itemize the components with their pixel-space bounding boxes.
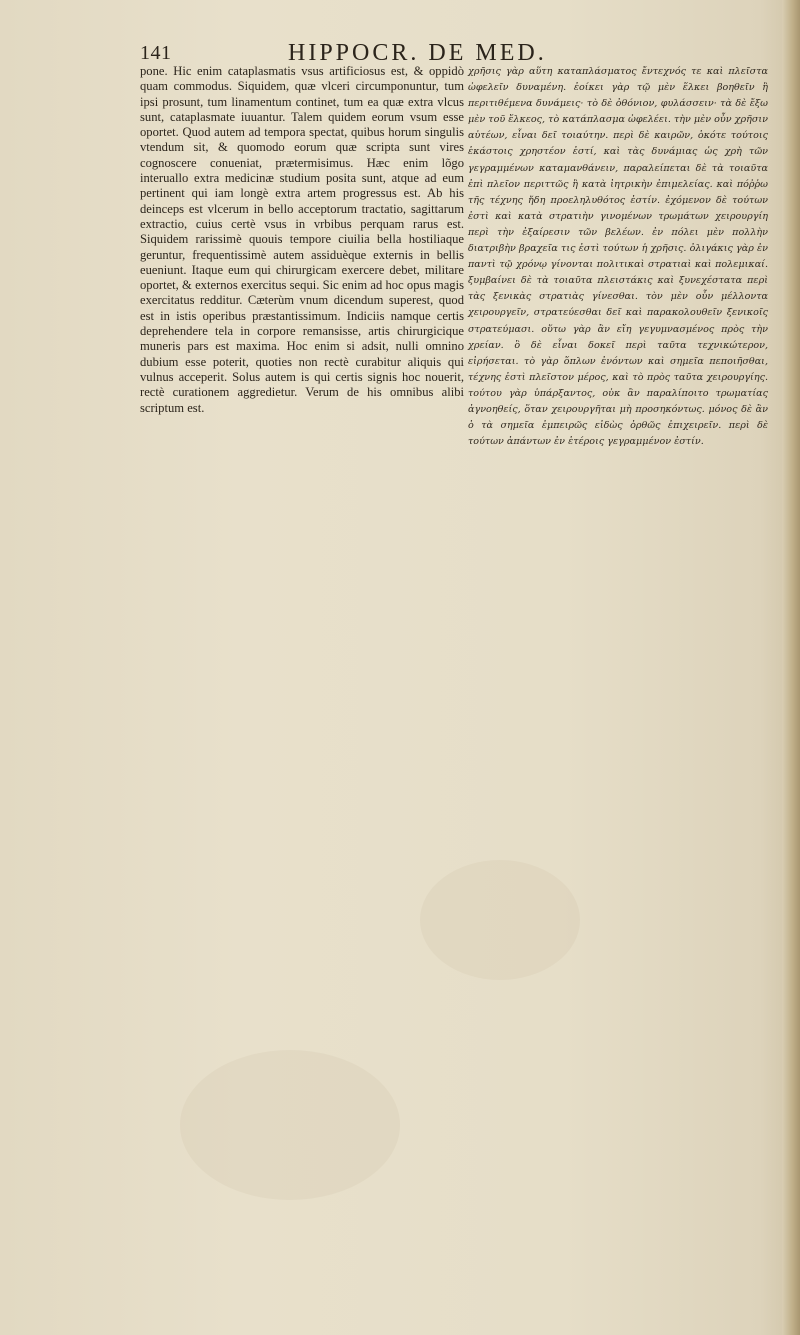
latin-column [140,64,464,416]
page-header [140,40,570,66]
paper-stain [180,1050,400,1200]
paper-stain [420,860,580,980]
greek-text: χρῆσις γὰρ αὕτη καταπλάσματος ἔντεχνός τε καὶ πλεῖστα ὠφελεῖν δυναμένη. ἐοίκει γὰρ τῷ μὲν ἕλκει βοηθεῖν ἢ περιτιθέμενα δυνάμεις· τὸ δὲ ὀθόνιον, φυλάσσειν· τὰ δὲ ἔξω μὲν τοῦ ἕλκεος, τὸ κατάπλασμα ὠφελέει. τὴν μὲν οὖν χρῆσιν αὐτέων, εἶναι δεῖ τοιαύτην. περὶ δὲ καιρῶν, ὁκότε τούτοις ἑκάστοις χρηστέον ἐστί, καὶ τὰς δυνάμιας ὡς χρὴ τῶν γεγραμμένων καταμανθάνειν, παραλείπεται δὲ τὰ τοιαῦτα ἐπὶ πλεῖον περιττῶς ἢ κατὰ ἰητρικὴν ἐπιμελείας. καὶ πόῤῥω τῆς τέχνης ἤδη προεληλυθότος ἐστίν. ἐχόμενον δὲ τούτων ἐστὶ καὶ κατὰ στρατιὴν γινομένων τρωμάτων χειρουργίη περὶ τὴν ἐξαίρεσιν τῶν βελέων. ἐν πόλει μὲν πολλὴν διατριβὴν βραχεῖα τις ἐστὶ τούτων ἡ χρῆσις. ὀλιγάκις γὰρ ἐν παντὶ τῷ χρόνῳ γίνονται πολιτικαὶ στρατιαὶ καὶ πολεμικαί. ξυμβαίνει δὲ τὰ τοιαῦτα πλειστάκις καὶ ξυνεχέστατα περὶ τὰς ξενικὰς στρατιὰς γίνεσθαι. τὸν μὲν οὖν μέλλοντα χειρουργεῖν, στρατεύεσθαι δεῖ καὶ παρακολουθεῖν ξενικοῖς στρατεύμασι. οὕτω γὰρ ἂν εἴη γεγυμνασμένος πρὸς τὴν χρείαν. ὃ δὲ εἶναι δοκεῖ περὶ ταῦτα τεχνικώτερον, εἰρήσεται. τὸ γὰρ ὅπλων ἐνόντων καὶ σημεῖα πεποιῆσθαι, τέχνης ἐστὶ πλεῖστον μέρος, καὶ τὸ πρὸς ταῦτα χειρουργίης. τούτου γὰρ ὑπάρξαντος, οὐκ ἂν παραλίποιτο τρωματίας ἀγνοηθείς, ὅταν χειρουργῆται μὴ προσηκόντως. μόνος δὲ ἂν ὁ τὰ σημεῖα ἐμπειρῶς εἰδὼς ὀρθῶς ἐπιχειρεῖν. περὶ δὲ τούτων ἁπάντων ἐν ἑτέροις γεγραμμένον ἐστίν. [468,66,768,448]
latin-text: pone. Hic enim cataplasmatis vsus artificiosus est, & oppidò quam commodus. Siquidem, quæ vlceri circumponuntur, tum ipsi prosunt, tum linamentum continet, tum ea quæ extra vlcus sunt, cataplasmate iuuantur. Talem quidem eorum vsum esse oportet. Quod autem ad tempora spectat, quibus horum singulis vtendum sit, & quomodo eorum quæ scripta sunt vires cognoscere conueniat, prætermisimus. Hæc enim lõgo interuallo extra medicinæ studium posita sunt, atque ad eum pertinent qui iam longè extra artem progressus est. Ab his deinceps est vlcerum in bello acceptorum tractatio, sagittarum extractio, cuius certè vsus in vrbibus perquam rarus est. Siquidem rarissimè quouis tempore ciuilia bella hostiliaque geruntur, frequentissimè autem assiduèque externis in bellis eueniunt. Itaque eum qui chirurgicam exercere debet, militare oportet, & externos exercitus sequi. Sic enim ad hoc opus magis exercitatus redditur. Cæterùm vnum dicendum superest, quod est in istis operibus præstantissimum. Indiciis namque certis deprehendere tela in corpore remansisse, artis chirurgicique muneris pars est maxima. Hoc enim si adsit, nulli omnino dubium esse poterit, quoties non rectè curabitur aliquis qui vulnus acceperit. Solus autem is qui certis signis hoc nouerit, rectè curationem aggredietur. Verum de his omnibus alibi scriptum est. [140,64,464,415]
page-number: 141 [140,42,172,64]
page-edge [782,0,800,1335]
greek-column [468,64,768,450]
running-title: HIPPOCR. DE MED. [288,40,547,66]
